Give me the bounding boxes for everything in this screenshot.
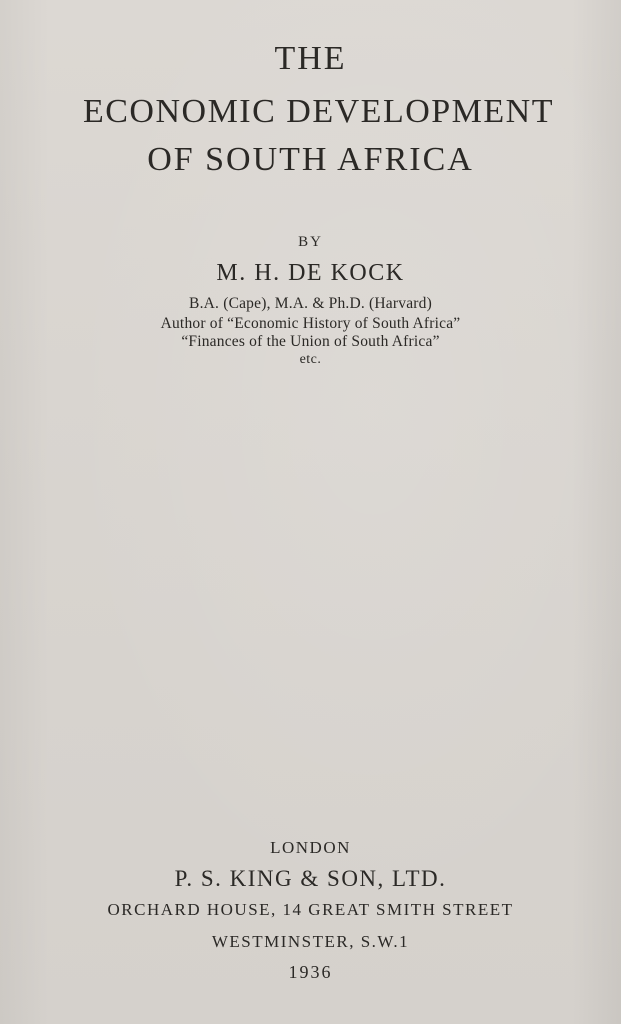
- title-line-3: OF SOUTH AFRICA: [147, 141, 474, 178]
- publisher-address-2: WESTMINSTER, S.W.1: [211, 932, 410, 951]
- author-degrees: B.A. (Cape), M.A. & Ph.D. (Harvard): [189, 295, 432, 312]
- title-line-2: ECONOMIC DEVELOPMENT: [82, 93, 555, 130]
- by-label: BY: [298, 234, 323, 250]
- author-name: M. H. DE KOCK: [216, 260, 405, 286]
- author-other-work-1: Author of “Economic History of South Africa”: [160, 315, 461, 332]
- publication-place: LONDON: [270, 838, 351, 857]
- publication-year: 1936: [288, 962, 333, 982]
- publisher-name: P. S. KING & SON, LTD.: [174, 866, 447, 891]
- title-line-1: THE: [274, 40, 347, 77]
- author-other-work-2: “Finances of the Union of South Africa”: [181, 333, 440, 350]
- author-etc: etc.: [299, 352, 322, 367]
- publisher-address-1: ORCHARD HOUSE, 14 GREAT SMITH STREET: [107, 900, 514, 919]
